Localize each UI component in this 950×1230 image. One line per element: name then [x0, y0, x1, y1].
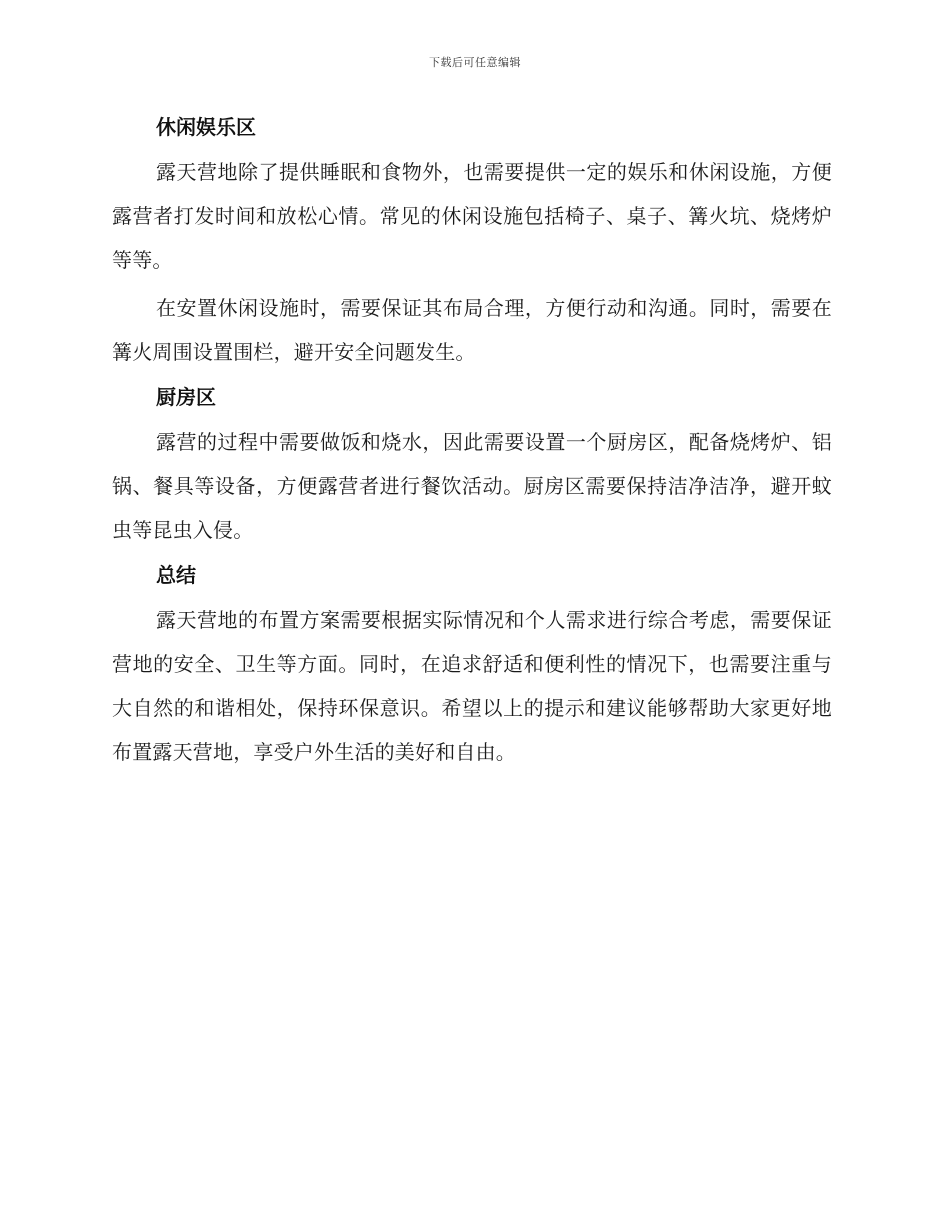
page-header: 下载后可任意编辑	[429, 56, 521, 69]
paragraph: 露天营地除了提供睡眠和食物外，也需要提供一定的娱乐和休闲设施，方便露营者打发时间和放松心情。常见的休闲设施包括椅子、桌子、篝火坑、烧烤炉等等。	[112, 160, 832, 272]
paragraph: 露营的过程中需要做饭和烧水，因此需要设置一个厨房区，配备烧烤炉、铝锅、餐具等设备，方便露营者进行餐饮活动。厨房区需要保持洁净洁净，避开蚊虫等昆虫入侵。	[112, 430, 832, 542]
section-kitchen	[112, 380, 832, 552]
paragraph: 露天营地的布置方案需要根据实际情况和个人需求进行综合考虑，需要保证营地的安全、卫生等方面。同时，在追求舒适和便利性的情况下，也需要注重与大自然的和谐相处，保持环保意识。希望以上的提示和建议能够帮助大家更好地布置露天营地，享受户外生活的美好和自由。	[112, 608, 832, 764]
document-body	[112, 110, 832, 780]
section-heading: 休闲娱乐区	[156, 115, 256, 139]
section-heading: 总结	[156, 563, 196, 587]
paragraph: 在安置休闲设施时，需要保证其布局合理，方便行动和沟通。同时，需要在篝火周围设置围栏，避开安全问题发生。	[112, 296, 832, 364]
section-summary	[112, 558, 832, 774]
section-heading: 厨房区	[156, 385, 216, 409]
section-leisure	[112, 110, 832, 374]
